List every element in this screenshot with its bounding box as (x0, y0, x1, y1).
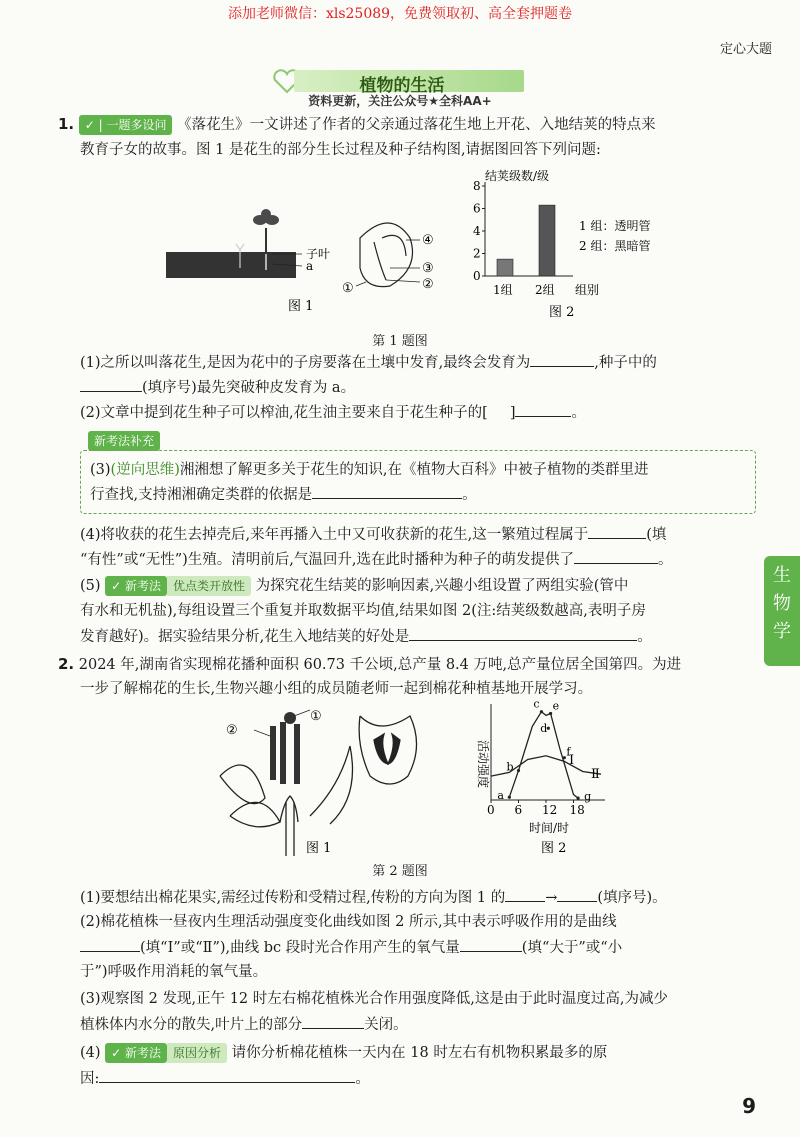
bar-2 (539, 205, 555, 276)
point-label-c: c (533, 700, 540, 711)
q2-figure1 (210, 706, 460, 856)
bar-ytick-label: 2 (473, 246, 481, 261)
q1-blank-4[interactable] (312, 482, 462, 499)
label-a: a (306, 259, 314, 273)
q2-part2-line2: (填“Ⅰ”或“Ⅱ”),曲线 bc 段时光合作用产生的氧气量 (填“大于”或“小 (80, 935, 760, 960)
q1-blank-5[interactable] (588, 522, 646, 539)
q1-fig2-caption: 图 2 (549, 305, 575, 320)
q1-part3-line1: (3)(逆向思维)湘湘想了解更多关于花生的知识,在《植物大百科》中被子植物的类群里进 (90, 462, 649, 478)
q2-blank-4[interactable] (460, 935, 522, 952)
q1-figure1 (160, 208, 450, 318)
point-g (576, 797, 579, 800)
q2-blank-2[interactable] (557, 885, 597, 902)
marker-3: ③ (422, 261, 434, 276)
q1-p5-tag2: 优点类开放性 (167, 576, 251, 596)
q1-blank-6[interactable] (574, 547, 658, 564)
bar-ytick-label: 8 (473, 179, 481, 193)
q2-part2-line1: (2)棉花植株一昼夜内生理活动强度变化曲线如图 2 所示,其中表示呼吸作用的是曲线 (80, 914, 617, 930)
flower-icon (220, 746, 353, 856)
q1-intro-line2: 教育子女的故事。图 1 是花生的部分生长过程及种子结构图,请据图回答下列问题: (80, 142, 601, 158)
label-leaf: 子叶 (306, 247, 331, 261)
marker-1: ① (342, 281, 354, 296)
q2-figure-caption: 第 2 题图 (372, 864, 428, 879)
q1-figure-caption: 第 1 题图 (372, 334, 428, 349)
q1-blank-2[interactable] (80, 375, 142, 392)
bar-legend-2: 2 组：黑暗管 (579, 239, 651, 253)
q2-part1: (1)要想结出棉花果实,需经过传粉和受精过程,传粉的方向为图 1 的 → (填序号)。 (80, 885, 760, 910)
q2-blank-3[interactable] (80, 935, 140, 952)
q1-fig1-caption: 图 1 (288, 299, 314, 314)
q1-part1-line1: (1)之所以叫落花生,是因为花中的子房要落在土壤中发育,最终会发育为 ,种子中的 (80, 350, 760, 375)
q2-part4-line1: (4) ✓ 新考法 原因分析 请你分析棉花植株一天内在 18 时左右有机物积累最多的原 (80, 1045, 608, 1061)
bar-legend-1: 1 组：透明管 (579, 219, 651, 233)
marker-4: ④ (422, 233, 434, 248)
q1-part4-line1: (4)将收获的花生去掉壳后,来年再播入土中又可收获新的花生,这一繁殖过程属于 (填 (80, 522, 760, 547)
bar-ytick-label: 4 (473, 224, 481, 238)
curve-I-label: Ⅰ (569, 753, 575, 768)
marker-2: ② (422, 277, 434, 292)
q2-blank-6[interactable] (99, 1066, 355, 1083)
line-xtick-label: 0 (487, 803, 495, 817)
q2-fig2-caption: 图 2 (541, 841, 567, 856)
line-ylabel: 活动强度 (476, 740, 490, 789)
bar-xlabel: 组别 (575, 283, 600, 297)
q2-part3-line1: (3)观察图 2 发现,正午 12 时左右棉花植株光合作用强度降低,这是由于此时温度过高,为减少 (80, 991, 668, 1007)
q1-part4-line2: “有性”或“无性”)生殖。清明前后,气温回升,选在此时播种为种子的萌发提供了 。 (80, 547, 760, 572)
q2-fig1-caption: 图 1 (306, 841, 332, 856)
q1-part5-line2: 有水和无机盐),每组设置三个重复并取数据平均值,结果如图 2(注:结荚级数越高,表明子房 (80, 603, 646, 619)
point-label-f: f (566, 745, 571, 759)
point-label-d: d (540, 722, 548, 736)
q1-part5-line1: (5) ✓ 新考法 优点类开放性 为探究花生结荚的影响因素,兴趣小组设置了两组实验(管中 (80, 578, 629, 594)
bar-ytick-label: 0 (473, 269, 481, 283)
q2-blank-5[interactable] (302, 1012, 364, 1029)
q1-number: 1. (58, 115, 75, 133)
q2-line-chart (465, 700, 625, 858)
line-xtick-label: 6 (514, 803, 523, 817)
q1-part3-line2: 行查找,支持湘湘确定类群的依据是 。 (90, 482, 770, 507)
q1-blank-3[interactable] (515, 400, 571, 417)
q1-p5-tag1: ✓ 新考法 (105, 576, 167, 596)
anther-icon (270, 712, 300, 784)
q2-part4-line2: 因: 。 (80, 1066, 760, 1091)
q1-new-tag: 新考法补充 (88, 430, 160, 451)
q1-tag: ✓ | 一题多设问 (79, 115, 173, 135)
q1-intro-line1 (58, 112, 738, 137)
bar-ytick-label: 6 (473, 201, 481, 216)
q1-p3-tag: (逆向思维) (110, 462, 180, 478)
point-c (540, 710, 543, 713)
line-xtick-label: 12 (542, 803, 558, 817)
point-label-e: e (552, 700, 560, 713)
q2-number: 2. (58, 655, 75, 673)
q1-blank-7[interactable] (409, 624, 637, 641)
q2-part3-line2: 植株体内水分的散失,叶片上的部分 关闭。 (80, 1012, 760, 1037)
point-label-b: b (506, 760, 514, 774)
curve-II-label: Ⅱ (591, 767, 600, 782)
q2-p4-tag1: ✓ 新考法 (105, 1043, 167, 1063)
point-a (508, 796, 511, 799)
q1-part2: (2)文章中提到花生种子可以榨油,花生油主要来自于花生种子的[ ] 。 (80, 400, 760, 425)
section-title-text: 植物的生活 (359, 76, 445, 96)
point-label-a: a (497, 789, 504, 803)
page-number: 9 (742, 1094, 756, 1118)
q2-marker-2: ② (226, 723, 238, 738)
subject-side-tab: 生 物 学 (764, 556, 800, 666)
q1-bar-chart (455, 168, 685, 320)
point-b (517, 769, 520, 772)
line-xtick-label: 18 (569, 803, 585, 817)
q1-part5-line3: 发育越好)。据实验结果分析,花生入地结荚的好处是 。 (80, 624, 760, 649)
q2-part2-line3: 于”)呼吸作用消耗的氧气量。 (80, 964, 268, 980)
q2-marker-1: ① (310, 709, 322, 724)
q1-intro-text1: 《落花生》一文讲述了作者的父亲通过落花生地上开花、入地结荚的特点来 (177, 117, 656, 133)
watermark: 添加老师微信：xls25089，免费领取初、高全套押题卷 (227, 6, 573, 22)
q2-blank-1[interactable] (505, 885, 545, 902)
q1-part1-line2: (填序号)最先突破种皮发育为 a。 (80, 375, 760, 400)
line-xlabel: 时间/时 (529, 821, 570, 835)
point-label-g: g (584, 790, 592, 804)
q2-intro-line2: 一步了解棉花的生长,生物兴趣小组的成员随老师一起到棉花种植基地开展学习。 (80, 681, 593, 697)
section-subtitle: 资料更新，关注公众号★全科AA+ (308, 94, 492, 108)
bar-1 (497, 259, 513, 276)
bar-category-label: 2组 (535, 283, 555, 297)
q2-p4-tag2: 原因分析 (167, 1043, 227, 1063)
header-label: 定心大题 (719, 42, 772, 57)
seed-structure-icon (360, 223, 413, 287)
ovary-section-icon (359, 716, 416, 784)
bar-category-label: 1组 (493, 283, 513, 297)
q1-blank-1[interactable] (530, 350, 594, 367)
bar-ylabel: 结荚级数/级 (485, 169, 550, 183)
q2-intro-line1: 2. 2024 年,湖南省实现棉花播种面积 60.73 千公顷,总产量 8.4 万吨,总产量位居全国第四。为进 (58, 655, 682, 673)
soil-layer (166, 252, 296, 278)
